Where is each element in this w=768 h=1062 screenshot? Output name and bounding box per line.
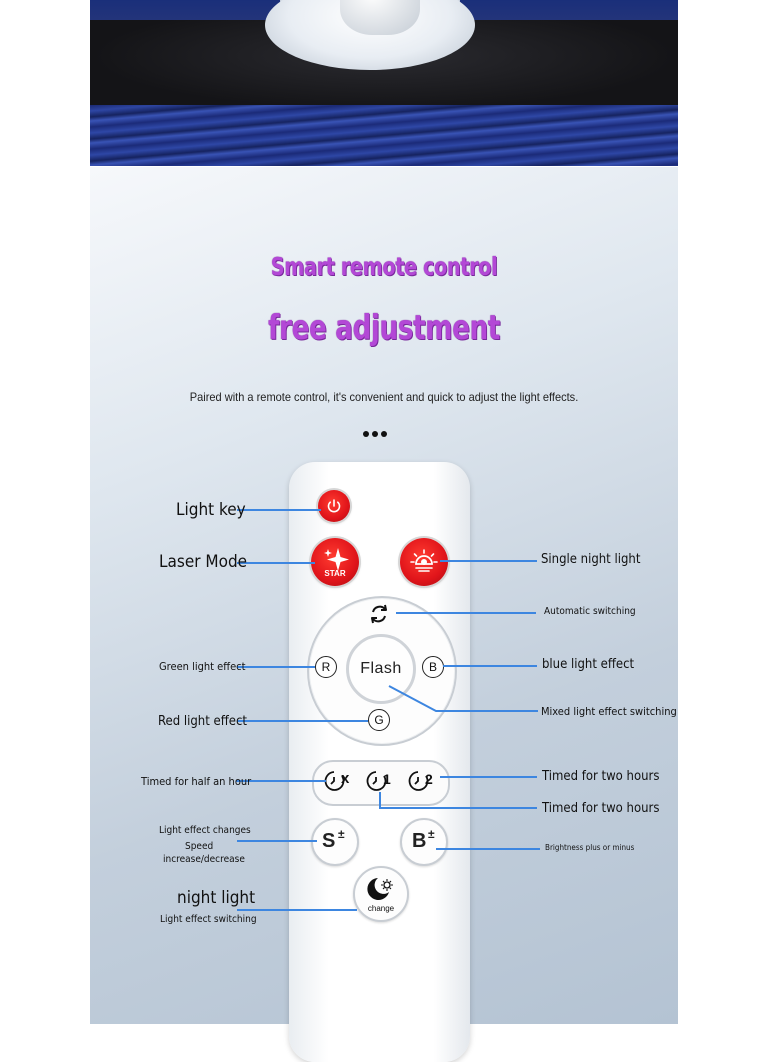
leader-line-single-night (440, 560, 537, 562)
label-increase-decrease: increase/decrease (163, 854, 245, 865)
power-button[interactable] (318, 490, 350, 522)
label-light-effect-switching: Light effect switching (160, 914, 257, 925)
label-blue-light-effect: blue light effect (542, 657, 635, 672)
leader-line-brightness (436, 848, 540, 850)
leader-line-two-hours-2 (379, 807, 537, 809)
change-button[interactable] (353, 866, 409, 922)
label-night-light: night light (177, 888, 256, 908)
leader-line-two-hours-1 (440, 776, 537, 778)
product-photo (90, 0, 678, 167)
timer-half-hour-button[interactable] (322, 766, 356, 796)
leader-line-change (237, 909, 357, 911)
label-laser-mode: Laser Mode (159, 552, 248, 572)
cycle-arrows-icon (366, 601, 392, 627)
page-description: Paired with a remote control, it's convenient and quick to adjust the light effects. (189, 390, 579, 404)
leader-line-red (237, 720, 368, 722)
leader-line-light-key (237, 509, 321, 511)
green-button[interactable]: G (368, 709, 390, 731)
star-button[interactable] (311, 538, 359, 586)
label-light-effect-changes: Light effect changes (159, 825, 251, 836)
brightness-plus-minus: ± (428, 827, 435, 841)
label-single-night-light: Single night light (541, 552, 641, 567)
speed-plus-minus: ± (338, 827, 345, 841)
change-button-label: change (367, 904, 395, 913)
leader-line-speed (237, 840, 317, 842)
label-mixed-light-effect: Mixed light effect switching (541, 705, 677, 718)
auto-switch-button[interactable] (366, 601, 392, 627)
red-button[interactable]: R (315, 656, 337, 678)
speed-button-label: S (322, 830, 336, 852)
label-timed-two-hours-1: Timed for two hours (542, 769, 660, 784)
label-speed: Speed (185, 841, 214, 852)
star-button-label: STAR (324, 569, 346, 578)
page-title: Smart remote control (270, 252, 498, 281)
flash-button[interactable]: Flash (346, 634, 416, 704)
leader-line-two-hours-2-v (379, 792, 381, 808)
label-brightness-plus-minus: Brightness plus or minus (545, 843, 635, 852)
label-green-light-effect: Green light effect (159, 660, 246, 673)
water-surface (90, 105, 678, 167)
star-icon (311, 538, 359, 586)
leader-line-green (237, 666, 315, 668)
night-light-button[interactable] (400, 538, 448, 586)
leader-line-mixed (380, 680, 540, 720)
timer-one-button[interactable] (364, 766, 398, 796)
power-icon (318, 490, 350, 522)
timer-x-label: x (341, 770, 350, 787)
leader-line-blue (443, 665, 537, 667)
label-timed-half-hour: Timed for half an hour (141, 775, 252, 788)
timer-two-button[interactable] (406, 766, 440, 796)
label-light-key: Light key (176, 500, 246, 520)
leader-line-laser-mode (237, 562, 315, 564)
label-timed-two-hours-2: Timed for two hours (542, 801, 660, 816)
page-subtitle: free adjustment (268, 308, 500, 348)
brightness-button-label: B (412, 830, 427, 852)
blue-button[interactable]: B (422, 656, 444, 678)
leader-line-auto-switch (396, 612, 536, 614)
speed-button[interactable] (311, 818, 359, 866)
brightness-button[interactable] (400, 818, 448, 866)
timer-1-label: 1 (383, 771, 391, 787)
timer-2-label: 2 (425, 771, 433, 787)
label-automatic-switching: Automatic switching (544, 606, 636, 617)
label-red-light-effect: Red light effect (158, 714, 247, 729)
ellipsis-dots (363, 424, 403, 434)
sun-lamp-icon (400, 538, 448, 586)
